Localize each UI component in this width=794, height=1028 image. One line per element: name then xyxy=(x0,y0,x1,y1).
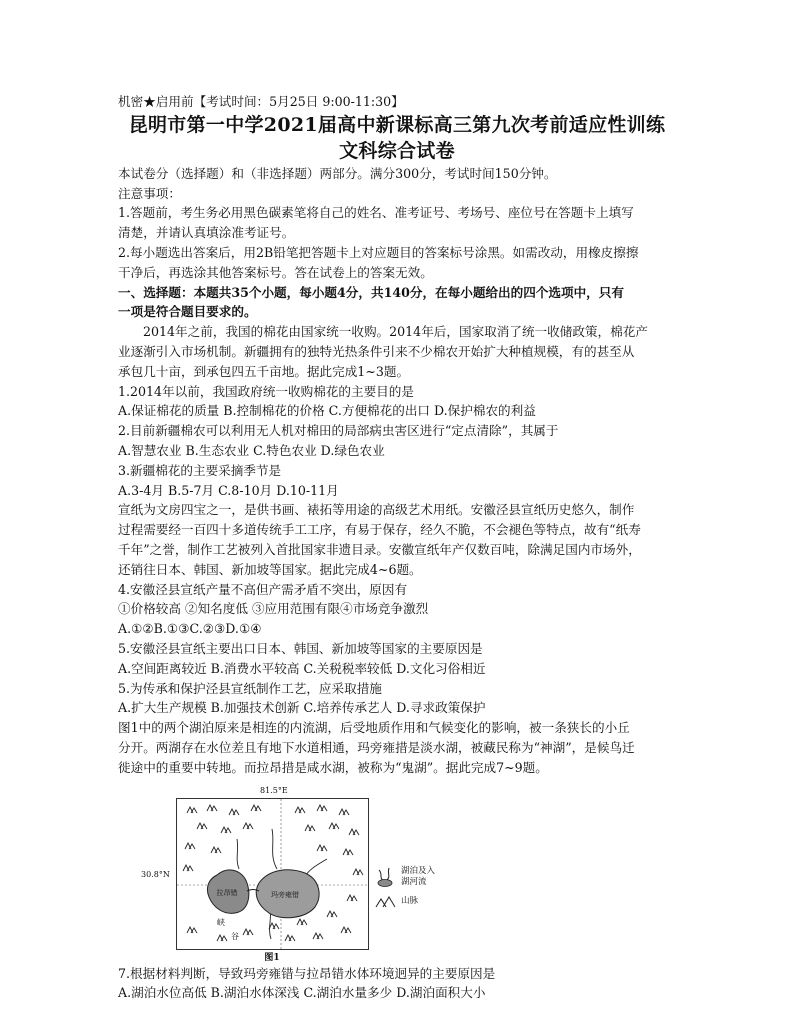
question-1-stem: 1.2014年以前，我国政府统一收购棉花的主要目的是 xyxy=(118,383,414,399)
legend-mountain: 山脉 xyxy=(375,896,465,908)
exam-paper xyxy=(118,92,676,1003)
lake1-label: 玛旁雍错 xyxy=(271,890,299,899)
question-4-options: A.①②B.①③C.②③D.①④ xyxy=(118,621,262,637)
figure-caption: 图1 xyxy=(264,952,280,963)
valley-label-2: 谷 xyxy=(231,931,239,941)
paper-title: 昆明市第一中学2021届高中新课标高三第九次考前适应性训练 xyxy=(128,113,666,136)
valley-label-1: 峡 xyxy=(217,917,225,927)
passage3-line1: 图1中的两个湖泊原来是相连的内流湖，后受地质作用和气候变化的影响，被一条狭长的小丘 xyxy=(118,720,630,736)
lake2-label: 拉昂错 xyxy=(216,888,238,897)
mountain-icon xyxy=(375,896,397,908)
map-legend xyxy=(375,866,465,916)
longitude-label: 81.5°E xyxy=(260,785,288,795)
question-6-stem: 5.为传承和保护泾县宣纸制作工艺，应采取措施 xyxy=(118,680,382,696)
section-heading-cont: 一项是符合题目要求的。 xyxy=(118,304,257,320)
note-2: 2.每小题选出答案后，用2B铅笔把答题卡上对应题目的答案标号涂黑。如需改动，用橡皮擦擦 xyxy=(118,244,639,260)
question-5-stem: 5.安徽泾县宣纸主要出口日本、韩国、新加坡等国家的主要原因是 xyxy=(118,640,483,656)
question-5-options: A.空间距离较近 B.消费水平较高 C.关税税率较低 D.文化习俗相近 xyxy=(118,660,486,676)
passage2-line1: 宣纸为文房四宝之一，是供书画、裱拓等用途的高级艺术用纸。安徽泾县宣纸历史悠久，制作 xyxy=(118,502,635,518)
passage1-line2: 业逐渐引入市场机制。新疆拥有的独特光热条件引来不少棉农开始扩大种植规模，有的甚至从 xyxy=(118,343,635,359)
paper-subtitle: 文科综合试卷 xyxy=(339,139,455,162)
note-1: 1.答题前，考生务必用黑色碳素笔将自己的姓名、准考证号、考场号、座位号在答题卡上填写 xyxy=(118,205,634,221)
question-3-options: A.3-4月 B.5-7月 C.8-10月 D.10-11月 xyxy=(118,482,339,498)
lake-map xyxy=(177,799,368,949)
passage2-line4: 还销往日本、韩国、新加坡等国家。据此完成4~6题。 xyxy=(118,561,422,577)
question-4-stem: 4.安徽泾县宣纸产量不高但产需矛盾不突出，原因有 xyxy=(118,581,408,597)
passage3-line2: 分开。两湖存在水位差且有地下水道相通，玛旁雍措是淡水湖，被藏民称为“神湖”，是候鸟迁 xyxy=(118,739,635,755)
question-3-stem: 3.新疆棉花的主要采摘季节是 xyxy=(118,462,282,478)
question-7-options: A.湖泊水位高低 B.湖泊水体深浅 C.湖泊水量多少 D.湖泊面积大小 xyxy=(118,985,486,1001)
section-heading: 一、选择题：本题共35个小题，每小题4分，共140分，在每小题给出的四个选项中，只有 xyxy=(118,284,624,300)
intro-line: 本试卷分（选择题）和（非选择题）两部分。满分300分，考试时间150分钟。 xyxy=(118,165,557,181)
notes-title: 注意事项： xyxy=(118,185,181,201)
question-7-stem: 7.根据材料判断，导致玛旁雍错与拉昂错水体环境迥异的主要原因是 xyxy=(118,965,496,981)
question-2-options: A.智慧农业 B.生态农业 C.特色农业 D.绿色农业 xyxy=(118,442,385,458)
question-2-stem: 2.目前新疆棉农可以利用无人机对棉田的局部病虫害区进行“定点清除”，其属于 xyxy=(118,423,559,439)
question-4-choices: ①价格较高 ②知名度低 ③应用范围有限④市场竞争激烈 xyxy=(118,601,429,617)
note-2-cont: 干净后，再选涂其他答案标号。答在试卷上的答案无效。 xyxy=(118,264,433,280)
passage1-line1: 2014年之前，我国的棉花由国家统一收购。2014年后，国家取消了统一收储政策，棉花产 xyxy=(143,324,648,340)
passage2-line3: 千年”之誉，制作工艺被列入首批国家非遗目录。安徽宣纸年产仅数百吨，除满足国内市场外， xyxy=(118,541,641,557)
question-1-options: A.保证棉花的质量 B.控制棉花的价格 C.方便棉花的出口 D.保护棉农的利益 xyxy=(118,403,536,419)
note-1-cont: 清楚，并请认真填涂准考证号。 xyxy=(118,225,295,241)
map-frame xyxy=(176,798,369,950)
exam-notice: 机密★启用前【考试时间：5月25日 9:00-11:30】 xyxy=(118,94,404,109)
latitude-label: 30.8°N xyxy=(141,869,170,879)
passage3-line3: 徙途中的重要中转地。而拉昂措是咸水湖，被称为“鬼湖”。据此完成7~9题。 xyxy=(118,759,548,775)
legend-river: 湖泊及入湖河流 xyxy=(375,866,465,888)
passage1-line3: 承包几十亩，到承包四五千亩地。据此完成1~3题。 xyxy=(118,363,410,379)
figure-1-map xyxy=(141,784,457,963)
lake-river-icon xyxy=(375,866,397,888)
question-6-options: A.扩大生产规模 B.加强技术创新 C.培养传承艺人 D.寻求政策保护 xyxy=(118,700,486,716)
passage2-line2: 过程需要经一百四十多道传统手工工序，有易于保存，经久不脆，不会褪色等特点，故有“纸寿 xyxy=(118,522,641,538)
